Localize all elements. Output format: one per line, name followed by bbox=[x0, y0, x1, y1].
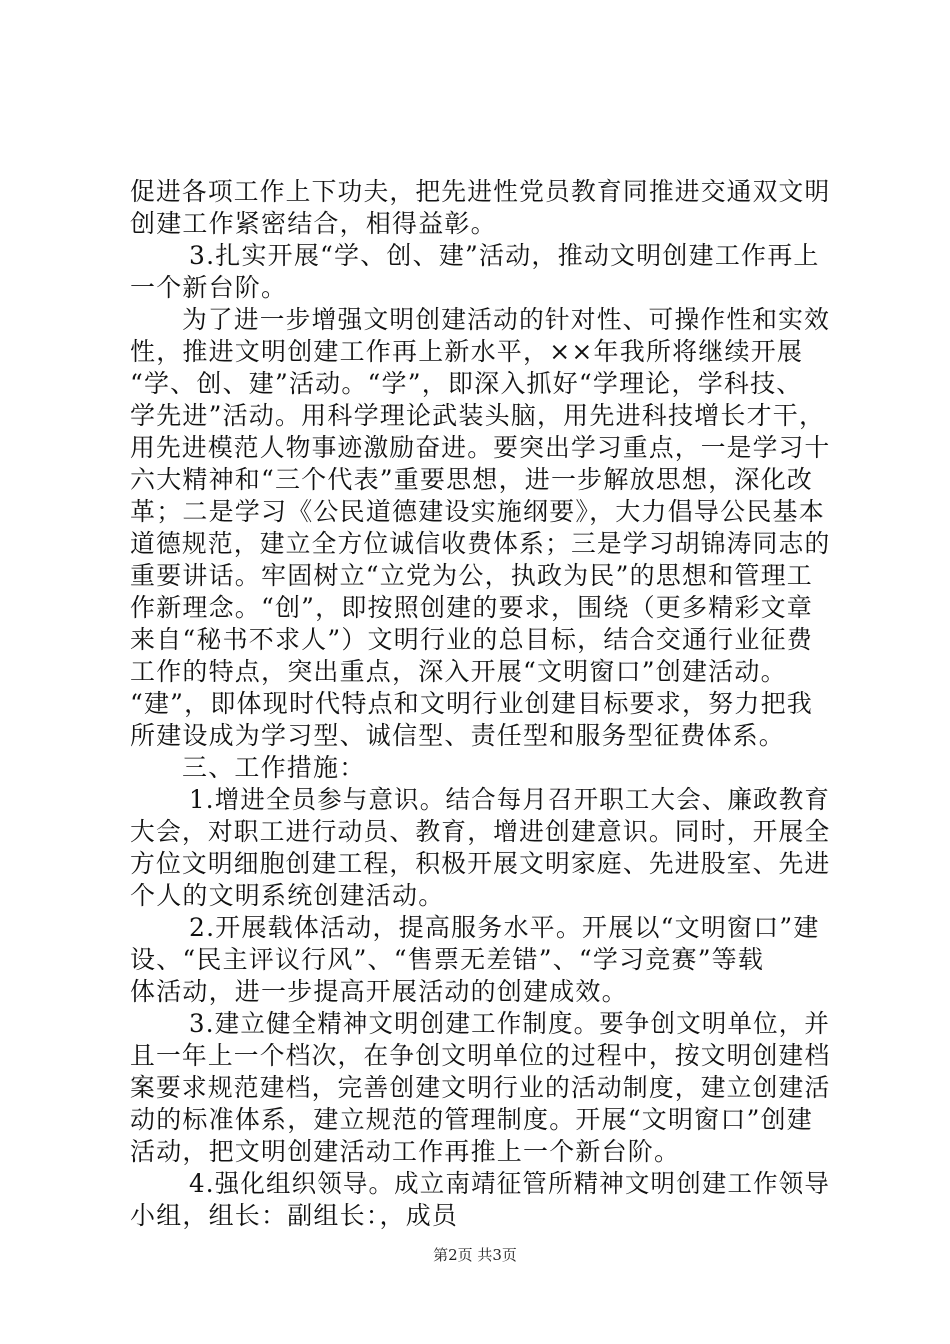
text-line: 且一年上一个档次，在争创文明单位的过程中，按文明创建档 bbox=[130, 1041, 831, 1070]
text-line: 创建工作紧密结合，相得益彰。 bbox=[130, 209, 497, 238]
page-footer: 第2页 共3页 bbox=[433, 1246, 517, 1264]
text-line: 3.建立健全精神文明创建工作制度。要争创文明单位，并 bbox=[189, 1009, 831, 1038]
text-line: 性，推进文明创建工作再上新水平，××年我所将继续开展 bbox=[130, 337, 804, 366]
text-line: 3.扎实开展“学、创、建”活动，推动文明创建工作再上 bbox=[189, 241, 820, 270]
text-line: 工作的特点，突出重点，深入开展“文明窗口”创建活动。 bbox=[130, 657, 787, 686]
text-line: 案要求规范建档，完善创建文明行业的活动制度，建立创建活 bbox=[130, 1073, 831, 1102]
text-line: 方位文明细胞创建工程，积极开展文明家庭、先进股室、先进 bbox=[130, 849, 831, 878]
text-line: 设、“民主评议行风”、“售票无差错”、“学习竞赛”等载 bbox=[130, 945, 765, 974]
text-line: 1.增进全员参与意识。结合每月召开职工大会、廉政教育 bbox=[189, 785, 831, 814]
text-line: 体活动，进一步提高开展活动的创建成效。 bbox=[130, 977, 628, 1006]
text-line: “建”，即体现时代特点和文明行业创建目标要求，努力把我 bbox=[130, 689, 813, 718]
text-line: 道德规范，建立全方位诚信收费体系；三是学习胡锦涛同志的 bbox=[130, 529, 831, 558]
text-line: 动的标准体系，建立规范的管理制度。开展“文明窗口”创建 bbox=[130, 1105, 813, 1134]
text-line: 促进各项工作上下功夫，把先进性党员教育同推进交通双文明 bbox=[130, 177, 831, 206]
text-line: 活动，把文明创建活动工作再推上一个新台阶。 bbox=[130, 1137, 681, 1166]
text-line: 来自“秘书不求人”）文明行业的总目标，结合交通行业征费 bbox=[130, 625, 813, 654]
text-line: 作新理念。“创”，即按照创建的要求，围绕（更多精彩文章 bbox=[130, 593, 813, 622]
text-line: 学先进”活动。用科学理论武装头脑，用先进科技增长才干， bbox=[130, 401, 826, 430]
text-line: 2.开展载体活动，提高服务水平。开展以“文明窗口”建 bbox=[189, 913, 820, 942]
section-heading: 三、工作措施： bbox=[182, 753, 366, 782]
text-line: 所建设成为学习型、诚信型、责任型和服务型征费体系。 bbox=[130, 721, 786, 750]
text-line: 4.强化组织领导。成立南靖征管所精神文明创建工作领导 bbox=[189, 1169, 831, 1198]
text-line: 重要讲话。牢固树立“立党为公，执政为民”的思想和管理工 bbox=[130, 561, 813, 590]
text-line: “学、创、建”活动。“学”，即深入抓好“学理论，学科技、 bbox=[130, 369, 803, 398]
text-line: 个人的文明系统创建活动。 bbox=[130, 881, 445, 910]
text-line: 革；二是学习《公民道德建设实施纲要》，大力倡导公民基本 bbox=[130, 497, 825, 526]
text-line: 六大精神和“三个代表”重要思想，进一步解放思想，深化改 bbox=[130, 465, 813, 494]
text-line: 小组，组长：副组长：，成员 bbox=[130, 1201, 459, 1230]
text-line: 为了进一步增强文明创建活动的针对性、可操作性和实效 bbox=[182, 305, 831, 334]
text-line: 用先进模范人物事迹激励奋进。要突出学习重点，一是学习十 bbox=[130, 433, 831, 462]
text-line: 一个新台阶。 bbox=[130, 273, 288, 302]
text-line: 大会，对职工进行动员、教育，增进创建意识。同时，开展全 bbox=[130, 817, 831, 846]
